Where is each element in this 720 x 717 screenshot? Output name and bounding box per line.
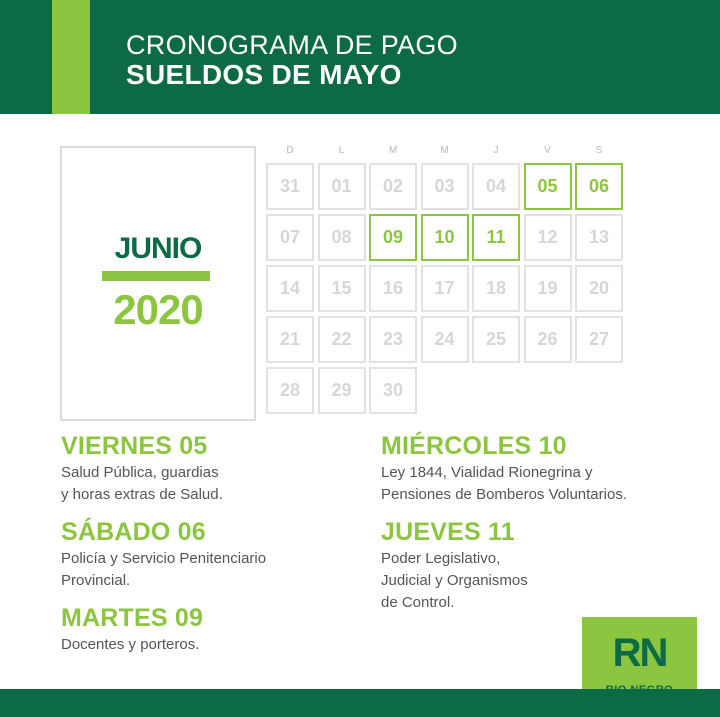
- header-title-line1: CRONOGRAMA DE PAGO: [126, 30, 458, 60]
- weekday-label: D: [286, 145, 294, 156]
- calendar-day: 14: [266, 265, 314, 312]
- calendar-day: 04: [472, 163, 520, 210]
- schedule-description-line: de Control.: [381, 594, 455, 611]
- weekday-label: M: [388, 145, 398, 156]
- calendar-day-highlighted: 10: [421, 214, 469, 261]
- schedule-right-column: [381, 432, 701, 626]
- month-divider: [102, 271, 210, 281]
- schedule-day-heading: MIÉRCOLES 10: [381, 432, 567, 460]
- calendar-day: 18: [472, 265, 520, 312]
- month-year: 2020: [113, 286, 203, 333]
- schedule-item: [61, 432, 361, 506]
- calendar-day: 21: [266, 316, 314, 363]
- calendar-day: 19: [524, 265, 572, 312]
- schedule-day-heading: MARTES 09: [61, 604, 204, 632]
- header-title-line2: SUELDOS DE MAYO: [126, 59, 402, 90]
- calendar-day: 23: [369, 316, 417, 363]
- month-card: [60, 146, 256, 421]
- calendar-day: 22: [318, 316, 366, 363]
- calendar-day: 24: [421, 316, 469, 363]
- schedule-description-line: Provincial.: [61, 572, 131, 589]
- calendar-weekday-header: [266, 145, 626, 159]
- weekday-label: M: [440, 145, 449, 156]
- calendar-day: 16: [369, 265, 417, 312]
- calendar-grid: [266, 163, 626, 418]
- schedule-day-heading: VIERNES 05: [61, 432, 208, 460]
- calendar-day-highlighted: 06: [575, 163, 623, 210]
- schedule-day-heading: JUEVES 11: [381, 518, 515, 546]
- calendar-day: 26: [524, 316, 572, 363]
- weekday-label: V: [544, 145, 551, 156]
- schedule-description-line: Ley 1844, Vialidad Rionegrina y: [381, 464, 593, 481]
- calendar-day-highlighted: 11: [472, 214, 520, 261]
- footer-bar: [0, 689, 720, 717]
- calendar-day: 20: [575, 265, 623, 312]
- schedule-day-heading: SÁBADO 06: [61, 518, 206, 546]
- calendar-day: 27: [575, 316, 623, 363]
- weekday-label: J: [493, 145, 499, 156]
- header-accent-bar: [52, 0, 90, 114]
- schedule-description-line: Policía y Servicio Penitenciario: [61, 550, 267, 567]
- schedule-item: [61, 518, 361, 592]
- month-name: JUNIO: [114, 232, 202, 265]
- calendar-day: 28: [266, 367, 314, 414]
- schedule-item: [381, 432, 701, 506]
- calendar-day: 03: [421, 163, 469, 210]
- header-title: [126, 30, 458, 90]
- calendar-day: 31: [266, 163, 314, 210]
- header-banner: [0, 0, 720, 114]
- calendar-day: 13: [575, 214, 623, 261]
- schedule-description-line: Pensiones de Bomberos Voluntarios.: [381, 486, 627, 503]
- calendar-day: 08: [318, 214, 366, 261]
- calendar-day-highlighted: 09: [369, 214, 417, 261]
- calendar-day: 30: [369, 367, 417, 414]
- schedule-description-line: Judicial y Organismos: [381, 572, 528, 589]
- logo-mark: RN: [612, 631, 667, 675]
- calendar-day: 17: [421, 265, 469, 312]
- schedule-description-line: y horas extras de Salud.: [61, 486, 223, 503]
- calendar-day: 01: [318, 163, 366, 210]
- schedule-description-line: Salud Pública, guardias: [61, 464, 219, 481]
- calendar-day: 29: [318, 367, 366, 414]
- calendar-day: 25: [472, 316, 520, 363]
- calendar-day: 02: [369, 163, 417, 210]
- weekday-label: S: [595, 145, 603, 156]
- weekday-label: L: [338, 145, 345, 156]
- calendar-day: 07: [266, 214, 314, 261]
- schedule-item: [381, 518, 701, 614]
- schedule-left-column: [61, 432, 361, 668]
- schedule-item: [61, 604, 361, 656]
- calendar-day-highlighted: 05: [524, 163, 572, 210]
- calendar-day: 15: [318, 265, 366, 312]
- schedule-description-line: Poder Legislativo,: [381, 550, 501, 567]
- calendar-day: 12: [524, 214, 572, 261]
- schedule-description-line: Docentes y porteros.: [61, 636, 200, 653]
